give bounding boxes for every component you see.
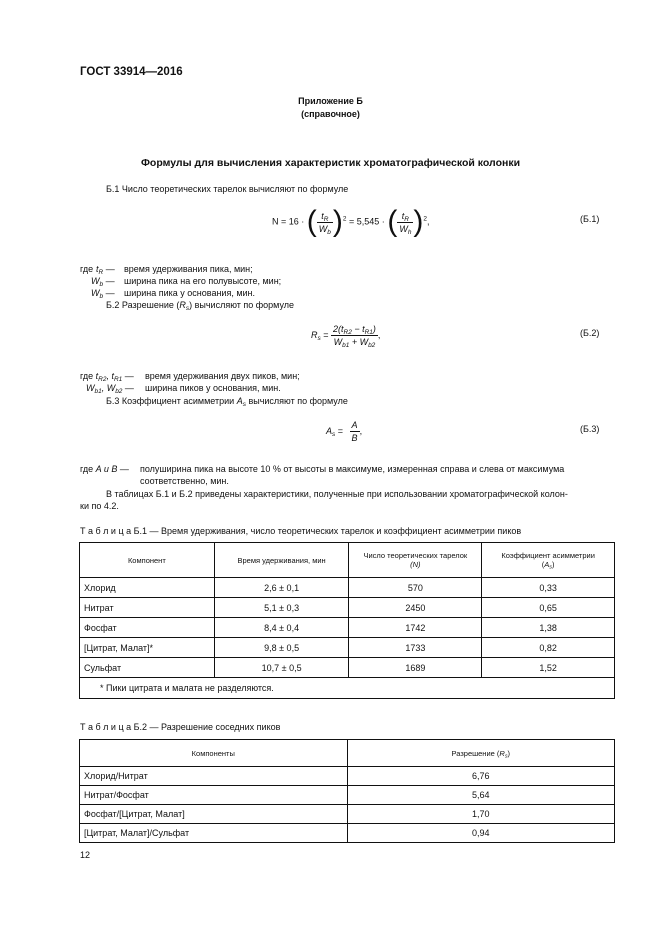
formula-b1-number: (Б.1): [580, 214, 600, 224]
formula-b3-number: (Б.3): [580, 424, 600, 434]
table2: [79, 739, 615, 843]
cell-components: Нитрат/Фосфат: [80, 786, 348, 805]
cell-resolution: 6,76: [347, 767, 614, 786]
cell-retention: 8,4 ± 0,4: [214, 618, 349, 638]
table1-header-component: Компонент: [80, 543, 215, 578]
b2-def-sym-2: $W_{b1}$, $W_{b2}$ —: [86, 383, 134, 395]
formula-b2-number: (Б.2): [580, 328, 600, 338]
cell-retention: 5,1 ± 0,3: [214, 598, 349, 618]
b3-def-line-1: полуширина пика на высоте 10 % от высоты в максимуме, измеренная справа и слева от максимума: [140, 464, 565, 474]
cell-components: [Цитрат, Малат]/Сульфат: [80, 824, 348, 843]
table1-footnote-row: [80, 678, 615, 699]
b2-def-text-2: ширина пиков у основания, мин.: [145, 383, 281, 393]
cell-asymmetry: 1,38: [482, 618, 615, 638]
b1-def-sym-2: $W_b$ —: [91, 276, 115, 288]
cell-resolution: 1,70: [347, 805, 614, 824]
table-row: [80, 824, 615, 843]
b1-def-sym-1: $t_R$ —: [96, 264, 115, 276]
b1-def-text-3: ширина пика у основания, мин.: [124, 288, 256, 298]
appendix-subtitle: (справочное): [301, 109, 360, 119]
cell-asymmetry: 0,82: [482, 638, 615, 658]
section-b2-intro: Б.2 Разрешение $(R_s)$ вычисляют по формуле: [106, 300, 295, 312]
cell-component: Сульфат: [80, 658, 215, 678]
table-row: [80, 805, 615, 824]
section-b3-intro: Б.3 Коэффициент асимметрии $A_s$ вычисляют по формуле: [106, 396, 348, 408]
table-row: [80, 598, 615, 618]
table-row: [80, 618, 615, 638]
cell-components: Хлорид/Нитрат: [80, 767, 348, 786]
table1-caption: Т а б л и ц а Б.1 — Время удерживания, число теоретических тарелок и коэффициент асимметрии пиков: [80, 526, 522, 536]
cell-plates: 1733: [349, 638, 482, 658]
b1-where: где: [80, 264, 94, 274]
cell-component: Хлорид: [80, 578, 215, 598]
table1-header-asymmetry: Коэффициент асимметрии $(A_s)$: [482, 543, 615, 578]
table1-header-retention: Время удерживания, мин: [214, 543, 349, 578]
table2-caption: Т а б л и ц а Б.2 — Разрешение соседних пиков: [80, 722, 281, 732]
cell-asymmetry: 0,65: [482, 598, 615, 618]
table1-header-row: [80, 543, 615, 578]
table-row: [80, 578, 615, 598]
table1-header-plates: Число теоретических тарелок (N): [349, 543, 482, 578]
cell-plates: 1689: [349, 658, 482, 678]
table1-footnote: * Пики цитрата и малата не разделяются.: [80, 678, 615, 699]
table-row: [80, 786, 615, 805]
table2-header-components: Компоненты: [80, 740, 348, 767]
table2-header-row: [80, 740, 615, 767]
cell-plates: 1742: [349, 618, 482, 638]
section-b1-intro: Б.1 Число теоретических тарелок вычисляют по формуле: [106, 184, 349, 194]
formula-b3: $A_s$ = $\frac{A}{B}$ ,: [326, 420, 363, 443]
b3-def-line-2: соответственно, мин.: [140, 476, 229, 486]
cell-resolution: 5,64: [347, 786, 614, 805]
b1-def-text-1: время удерживания пика, мин;: [124, 264, 253, 274]
table1: [79, 542, 615, 699]
table-row: [80, 638, 615, 658]
b2-def-sym-1: где $t_{R2}$, $t_{R1}$ —: [80, 371, 134, 383]
cell-asymmetry: 0,33: [482, 578, 615, 598]
b3-def-sym: где A и B —: [80, 464, 129, 474]
page-number: 12: [80, 850, 91, 860]
cell-component: Нитрат: [80, 598, 215, 618]
document-header: ГОСТ 33914—2016: [80, 66, 183, 78]
b1-def-sym-3: $W_b$ —: [91, 288, 115, 300]
b1-def-text-2: ширина пика на его полувысоте, мин;: [124, 276, 282, 286]
cell-component: Фосфат: [80, 618, 215, 638]
table-row: [80, 767, 615, 786]
appendix-title: Приложение Б: [298, 96, 363, 106]
b2-def-text-1: время удерживания двух пиков, мин;: [145, 371, 300, 381]
formula-b2: $R_s$ = $\frac{2(t_{R2} - t_{R1})}{W_{b1} + W_{b2}}$ ,: [311, 324, 381, 349]
tables-intro-line-1: В таблицах Б.1 и Б.2 приведены характеристики, полученные при использовании хроматографической колон-: [106, 489, 568, 499]
main-title: Формулы для вычисления характеристик хроматографической колонки: [140, 157, 521, 169]
cell-retention: 10,7 ± 0,5: [214, 658, 349, 678]
formula-b1: N = 16 · ( $\frac{t_R}{W_b}$ )$^2$ = 5,545 · ( $\frac{t_R}{W_h}$ )$^2$,: [272, 205, 430, 238]
tables-intro-line-2: ки по 4.2.: [80, 501, 119, 511]
table-row: [80, 658, 615, 678]
table2-header-resolution: Разрешение $(R_s)$: [347, 740, 614, 767]
cell-component: [Цитрат, Малат]*: [80, 638, 215, 658]
cell-resolution: 0,94: [347, 824, 614, 843]
cell-plates: 570: [349, 578, 482, 598]
cell-asymmetry: 1,52: [482, 658, 615, 678]
cell-retention: 2,6 ± 0,1: [214, 578, 349, 598]
cell-plates: 2450: [349, 598, 482, 618]
cell-components: Фосфат/[Цитрат, Малат]: [80, 805, 348, 824]
cell-retention: 9,8 ± 0,5: [214, 638, 349, 658]
